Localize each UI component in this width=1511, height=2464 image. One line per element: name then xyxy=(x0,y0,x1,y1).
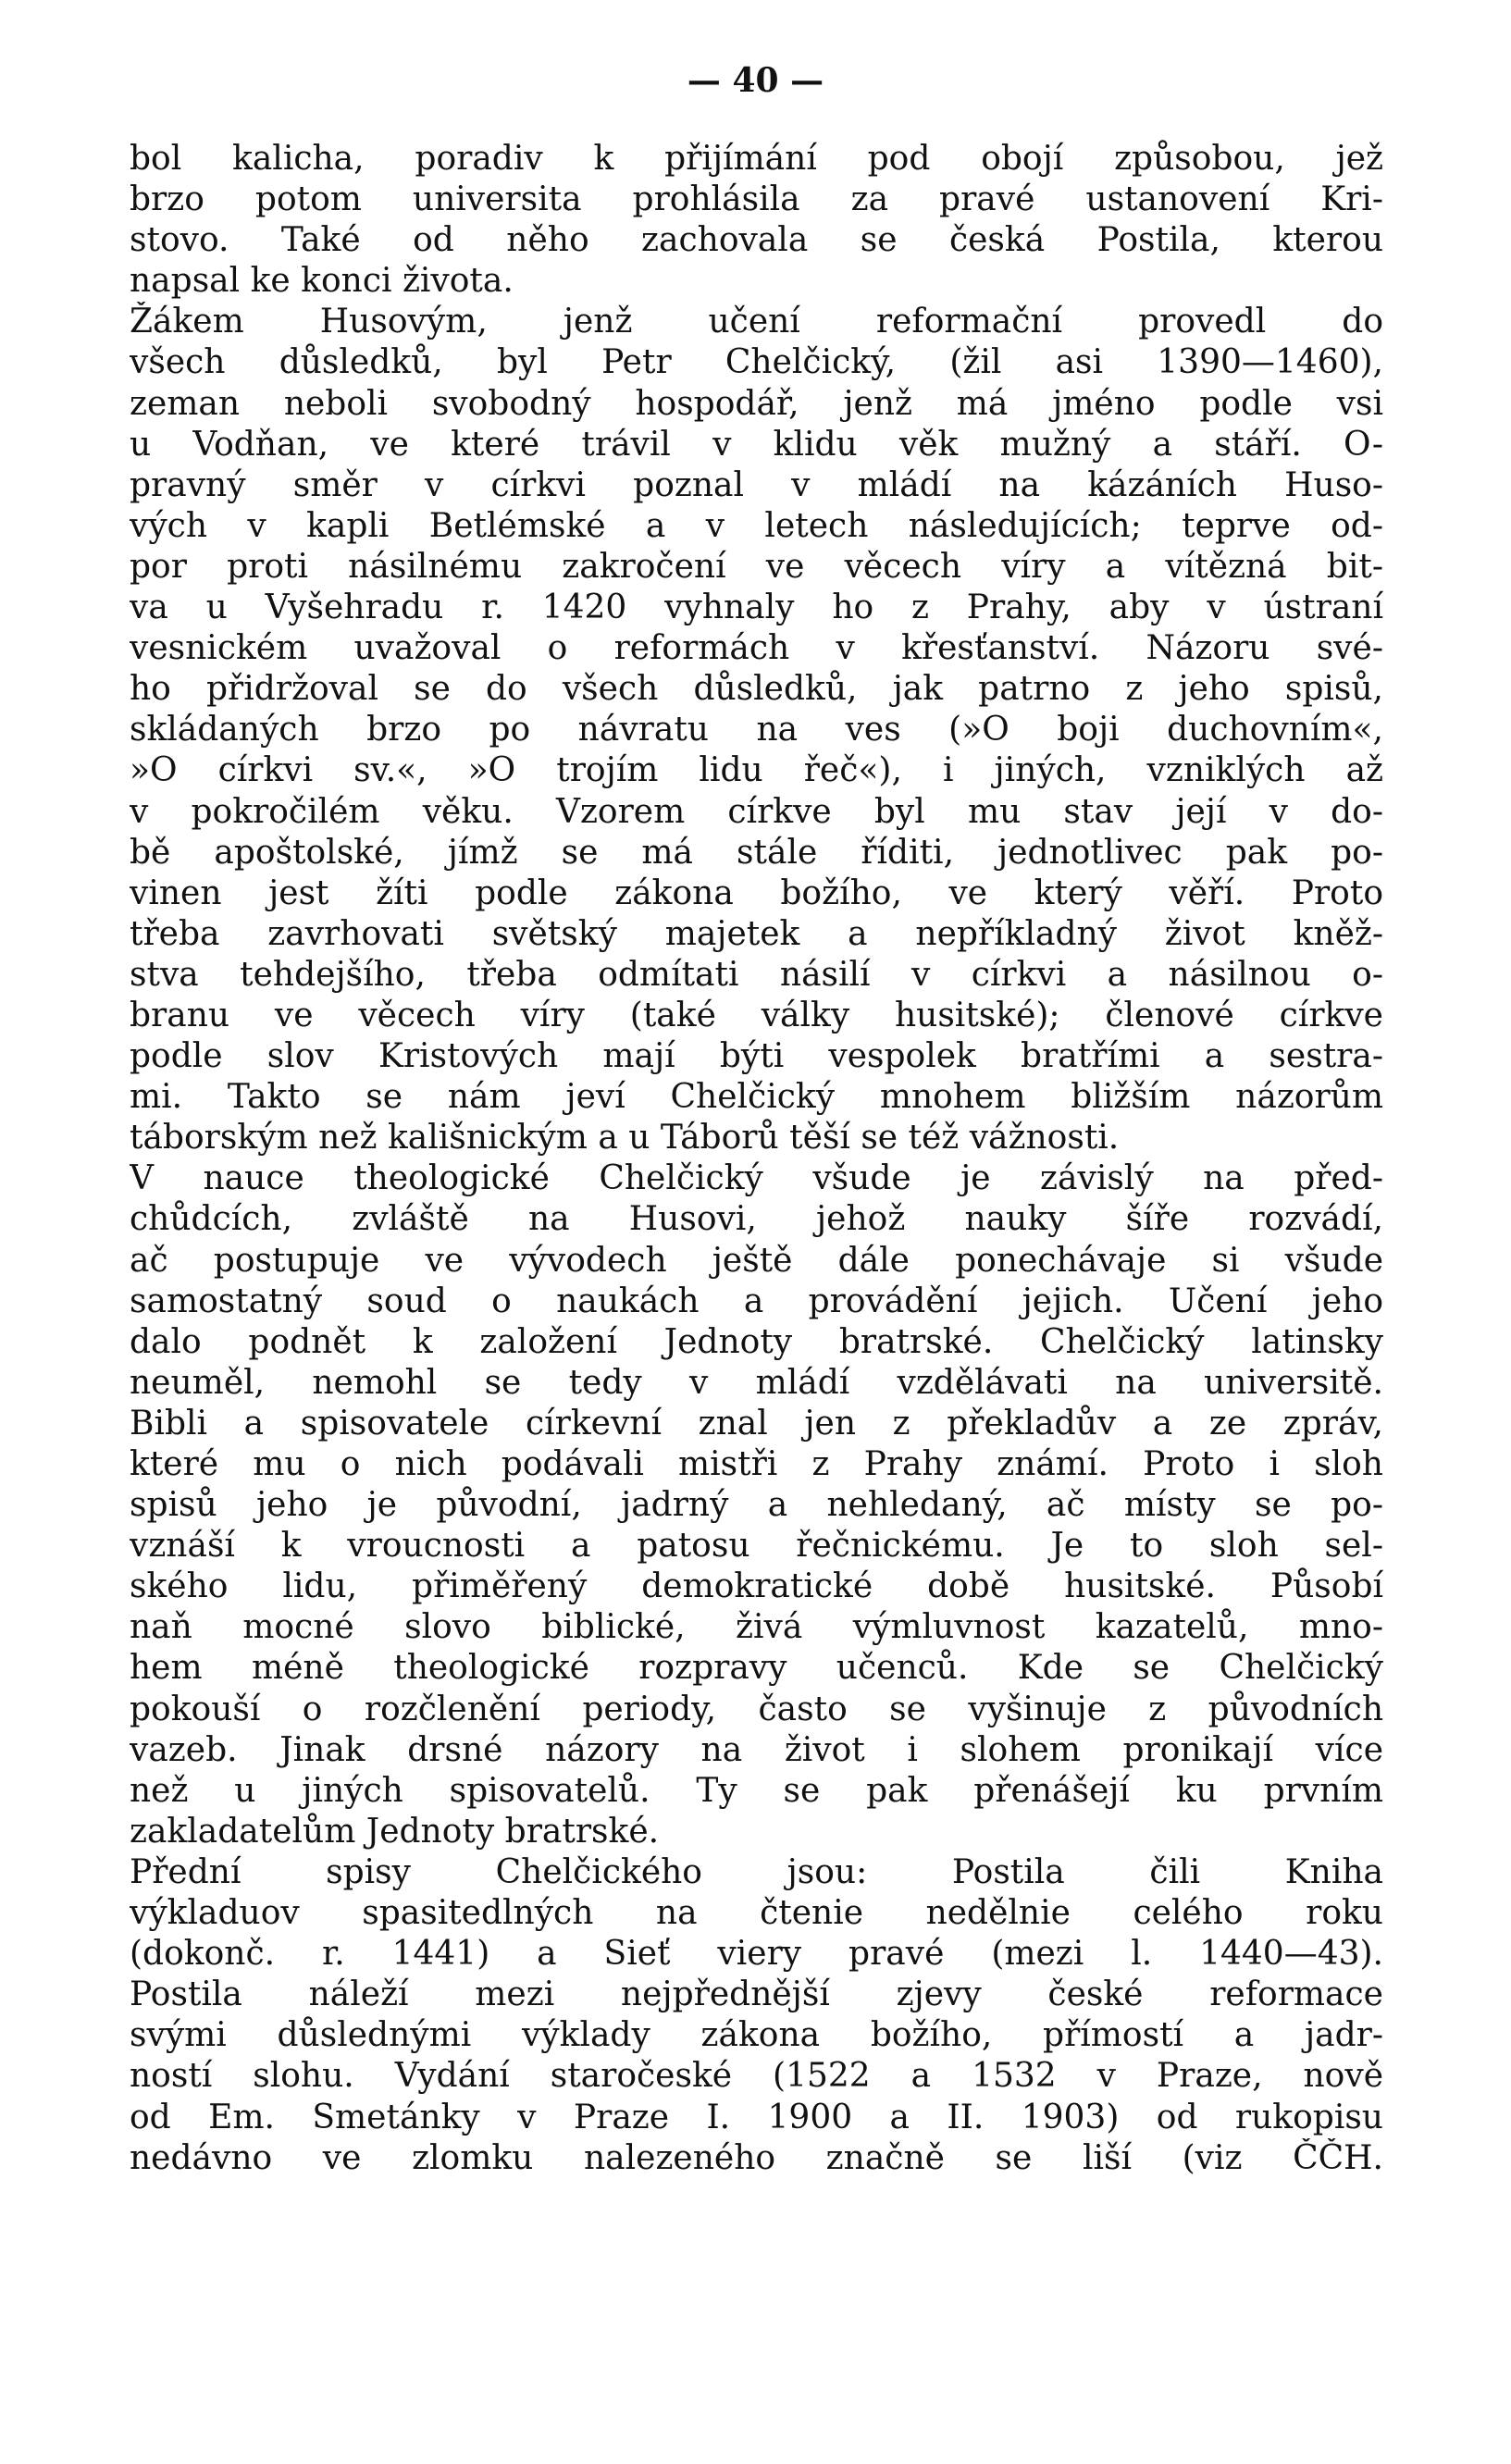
text-line: pokouší o rozčlenění periody, často se vyšinuje z původních xyxy=(130,1690,1383,1728)
text-line: ností slohu. Vydání staročeské (1522 a 1532 v Praze, nově xyxy=(130,2057,1383,2096)
text-line: »O církvi sv.«, »O trojím lidu řeč«), i jiných, vzniklých až xyxy=(130,751,1383,790)
text-line: dalo podnět k založení Jednoty bratrské. Chelčický latinsky xyxy=(130,1322,1383,1361)
text-line: Žákem Husovým, jenž učení reformační provedl do xyxy=(130,303,1383,341)
text-line: bol kalicha, poradiv k přijímání pod obojí způsobou, jež xyxy=(130,140,1383,178)
text-line: neuměl, nemohl se tedy v mládí vzdělávati na universitě. xyxy=(130,1363,1383,1402)
text-line: por proti násilnému zakročení ve věcech víry a vítězná bit- xyxy=(130,547,1383,586)
text-line: Bibli a spisovatele církevní znal jen z překladův a ze zpráv, xyxy=(130,1404,1383,1442)
body-text xyxy=(130,139,1383,2179)
text-line: ač postupuje ve vývodech ještě dále ponechávaje si všude xyxy=(130,1241,1383,1280)
text-line: stovo. Také od něho zachovala se česká Postila, kterou xyxy=(130,221,1383,260)
text-line: výkladuov spasitedlných na čtenie nedělnie celého roku xyxy=(130,1894,1383,1933)
text-line: než u jiných spisovatelů. Ty se pak přenášejí ku prvním xyxy=(130,1771,1383,1810)
text-line: skládaných brzo po návratu na ves (»O boji duchovním«, xyxy=(130,711,1383,749)
text-line: ho přidržoval se do všech důsledků, jak patrno z jeho spisů, xyxy=(130,670,1383,709)
text-line: stva tehdejšího, třeba odmítati násilí v církvi a násilnou o- xyxy=(130,955,1383,994)
text-line: nedávno ve zlomku nalezeného značně se liší (viz ČČH. xyxy=(130,2138,1383,2177)
text-line: V nauce theologické Chelčický všude je závislý na před- xyxy=(130,1159,1383,1198)
text-line: Postila náleží mezi nejpřednější zjevy české reformace xyxy=(130,1975,1383,2014)
text-line: zakladatelům Jednoty bratrské. xyxy=(130,1812,660,1851)
text-line: (dokonč. r. 1441) a Sieť viery pravé (mezi l. 1440—43). xyxy=(130,1935,1383,1974)
text-line: třeba zavrhovati světský majetek a nepříkladný život kněž- xyxy=(130,914,1383,953)
text-line: spisů jeho je původní, jadrný a nehledaný, ač místy se po- xyxy=(130,1486,1383,1525)
text-line: vinen jest žíti podle zákona božího, ve který věří. Proto xyxy=(130,873,1383,912)
text-line: samostatný soud o naukách a provádění jejich. Učení jeho xyxy=(130,1282,1383,1320)
text-line: Přední spisy Chelčického jsou: Postila čili Kniha xyxy=(130,1852,1383,1891)
text-line: u Vodňan, ve které trávil v klidu věk mužný a stáří. O- xyxy=(130,425,1383,464)
text-line: bě apoštolské, jímž se má stále říditi, jednotlivec pak po- xyxy=(130,833,1383,872)
text-line: mi. Takto se nám jeví Chelčický mnohem bližším názorům xyxy=(130,1078,1383,1117)
text-line: brzo potom universita prohlásila za pravé ustanovení Kri- xyxy=(130,180,1383,219)
text-line: vých v kapli Betlémské a v letech následujících; teprve od- xyxy=(130,506,1383,545)
text-line: od Em. Smetánky v Praze I. 1900 a II. 1903) od rukopisu xyxy=(130,2098,1383,2136)
text-line: vznáší k vroucnosti a patosu řečnickému. Je to sloh sel- xyxy=(130,1527,1383,1566)
text-line: zeman neboli svobodný hospodář, jenž má jméno podle vsi xyxy=(130,384,1383,423)
text-line: táborským než kališnickým a u Táborů těší se též vážnosti. xyxy=(130,1119,1120,1158)
text-line: všech důsledků, byl Petr Chelčický, (žil asi 1390—1460), xyxy=(130,343,1383,382)
text-line: vazeb. Jinak drsné názory na život i slohem pronikají více xyxy=(130,1730,1383,1769)
text-line: které mu o nich podávali mistři z Prahy známí. Proto i sloh xyxy=(130,1445,1383,1483)
text-line: branu ve věcech víry (také války husitské); členové církve xyxy=(130,996,1383,1034)
page-number: — 40 — xyxy=(687,61,824,100)
text-line: naň mocné slovo biblické, živá výmluvnost kazatelů, mno- xyxy=(130,1608,1383,1647)
text-line: ského lidu, přiměřený demokratické době husitské. Působí xyxy=(130,1567,1383,1606)
text-line: chůdcích, zvláště na Husovi, jehož nauky šíře rozvádí, xyxy=(130,1200,1383,1239)
text-line: v pokročilém věku. Vzorem církve byl mu stav její v do- xyxy=(130,792,1383,831)
text-line: va u Vyšehradu r. 1420 vyhnaly ho z Prahy, aby v ústraní xyxy=(130,588,1383,627)
text-line: vesnickém uvažoval o reformách v křesťanství. Názoru své- xyxy=(130,629,1383,668)
text-line: pravný směr v církvi poznal v mládí na kázáních Huso- xyxy=(130,465,1383,504)
text-line: hem méně theologické rozpravy učenců. Kde se Chelčický xyxy=(130,1649,1383,1688)
text-line: napsal ke konci života. xyxy=(130,262,514,301)
text-line: podle slov Kristových mají býti vespolek bratřími a sestra- xyxy=(130,1037,1383,1076)
text-line: svými důslednými výklady zákona božího, přímostí a jadr- xyxy=(130,2016,1383,2055)
